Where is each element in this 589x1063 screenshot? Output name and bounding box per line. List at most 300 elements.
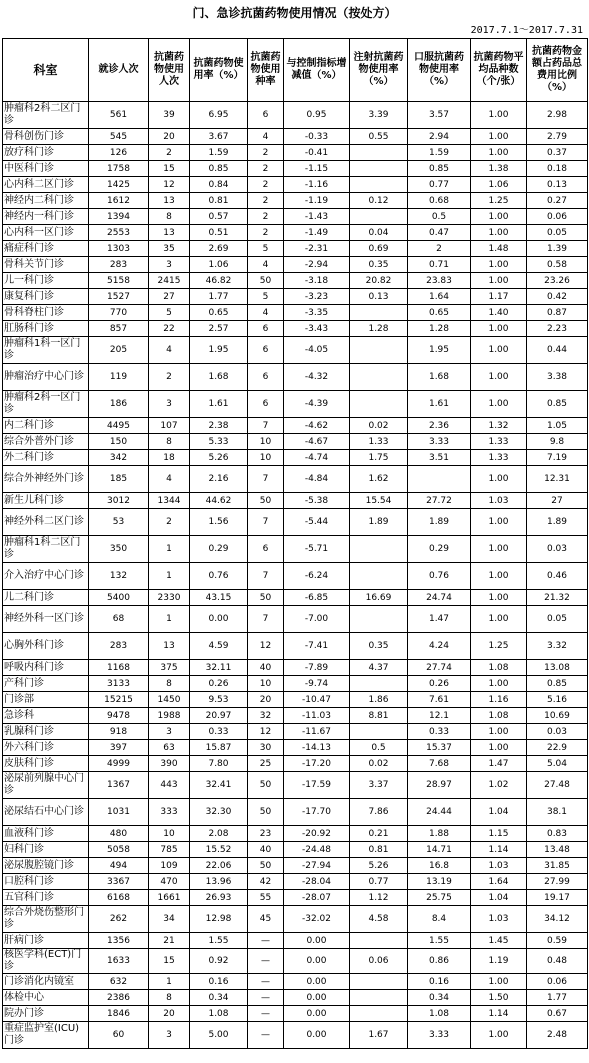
table-body (3, 102, 588, 1049)
cell-oral-rate: 2.36 (408, 418, 471, 434)
cell-oral-rate: 16.8 (408, 858, 471, 874)
cell-usage-kinds: 20 (248, 692, 284, 708)
cell-oral-rate: 12.1 (408, 708, 471, 724)
cell-cost-share: 21.32 (527, 590, 588, 606)
cell-control-delta: -4.05 (284, 337, 350, 364)
cell-control-delta: -5.38 (284, 493, 350, 509)
cell-visits: 1633 (89, 949, 149, 974)
table-row (3, 990, 588, 1006)
cell-oral-rate: 1.28 (408, 321, 471, 337)
cell-control-delta: -10.47 (284, 692, 350, 708)
cell-usage-rate: 2.69 (190, 241, 248, 257)
cell-visits: 15215 (89, 692, 149, 708)
table-row (3, 692, 588, 708)
cell-department: 放疗科门诊 (3, 145, 89, 161)
cell-usage-rate: 1.06 (190, 257, 248, 273)
cell-usage-rate: 0.76 (190, 563, 248, 590)
cell-avg-varieties: 1.32 (471, 418, 527, 434)
cell-control-delta: -17.70 (284, 799, 350, 826)
cell-antibiotic-users: 390 (149, 756, 190, 772)
cell-oral-rate: 4.24 (408, 633, 471, 660)
table-row (3, 129, 588, 145)
cell-usage-kinds: 12 (248, 724, 284, 740)
cell-avg-varieties: 1.14 (471, 1006, 527, 1022)
cell-usage-rate: 46.82 (190, 273, 248, 289)
cell-department: 口腔科门诊 (3, 874, 89, 890)
cell-visits: 132 (89, 563, 149, 590)
cell-control-delta: -1.43 (284, 209, 350, 225)
cell-control-delta: -2.94 (284, 257, 350, 273)
table-row (3, 193, 588, 209)
table-row (3, 974, 588, 990)
cell-cost-share: 5.16 (527, 692, 588, 708)
cell-usage-kinds: 6 (248, 337, 284, 364)
cell-usage-kinds: 6 (248, 102, 284, 129)
cell-avg-varieties: 1.00 (471, 337, 527, 364)
cell-department: 皮肤科门诊 (3, 756, 89, 772)
cell-injection-rate (350, 1006, 408, 1022)
cell-cost-share: 3.38 (527, 364, 588, 391)
cell-cost-share: 0.48 (527, 949, 588, 974)
cell-avg-varieties: 1.00 (471, 225, 527, 241)
table-row (3, 225, 588, 241)
cell-antibiotic-users: 22 (149, 321, 190, 337)
cell-antibiotic-users: 375 (149, 660, 190, 676)
cell-control-delta: -11.03 (284, 708, 350, 724)
cell-cost-share: 10.69 (527, 708, 588, 724)
table-row (3, 660, 588, 676)
cell-usage-kinds: 7 (248, 509, 284, 536)
cell-antibiotic-users: 13 (149, 225, 190, 241)
cell-injection-rate: 1.62 (350, 466, 408, 493)
cell-department: 骨科创伤门诊 (3, 129, 89, 145)
cell-department: 神经内一科门诊 (3, 209, 89, 225)
cell-usage-kinds: 50 (248, 273, 284, 289)
cell-oral-rate: 15.37 (408, 740, 471, 756)
cell-control-delta: -28.07 (284, 890, 350, 906)
cell-usage-kinds: 40 (248, 660, 284, 676)
cell-control-delta: -1.16 (284, 177, 350, 193)
cell-antibiotic-users: 10 (149, 826, 190, 842)
cell-department: 儿一科门诊 (3, 273, 89, 289)
cell-oral-rate: 1.55 (408, 933, 471, 949)
cell-control-delta: -28.04 (284, 874, 350, 890)
cell-visits: 1758 (89, 161, 149, 177)
cell-visits: 3133 (89, 676, 149, 692)
cell-injection-rate (350, 974, 408, 990)
cell-injection-rate: 0.69 (350, 241, 408, 257)
cell-injection-rate: 1.89 (350, 509, 408, 536)
cell-usage-kinds: 5 (248, 241, 284, 257)
table-row (3, 145, 588, 161)
cell-cost-share: 19.17 (527, 890, 588, 906)
cell-cost-share: 7.19 (527, 450, 588, 466)
cell-avg-varieties: 1.14 (471, 842, 527, 858)
table-row (3, 321, 588, 337)
cell-antibiotic-users: 785 (149, 842, 190, 858)
cell-control-delta: -4.84 (284, 466, 350, 493)
cell-usage-kinds: 4 (248, 257, 284, 273)
cell-department: 新生儿科门诊 (3, 493, 89, 509)
cell-injection-rate: 0.21 (350, 826, 408, 842)
table-row (3, 337, 588, 364)
cell-usage-rate: 0.00 (190, 606, 248, 633)
cell-avg-varieties: 1.02 (471, 772, 527, 799)
cell-antibiotic-users: 13 (149, 193, 190, 209)
cell-usage-kinds: 45 (248, 906, 284, 933)
cell-department: 泌尿腹腔镜门诊 (3, 858, 89, 874)
cell-control-delta: -4.67 (284, 434, 350, 450)
cell-usage-rate: 5.26 (190, 450, 248, 466)
cell-visits: 4999 (89, 756, 149, 772)
cell-usage-rate: 32.41 (190, 772, 248, 799)
cell-control-delta: -11.67 (284, 724, 350, 740)
cell-visits: 632 (89, 974, 149, 990)
cell-usage-rate: 1.77 (190, 289, 248, 305)
cell-injection-rate: 1.75 (350, 450, 408, 466)
cell-avg-varieties: 1.03 (471, 906, 527, 933)
cell-department: 肿瘤科2科一区门诊 (3, 391, 89, 418)
cell-control-delta: -1.49 (284, 225, 350, 241)
cell-visits: 2386 (89, 990, 149, 1006)
cell-usage-rate: 5.00 (190, 1022, 248, 1049)
cell-antibiotic-users: 443 (149, 772, 190, 799)
cell-usage-kinds: 2 (248, 145, 284, 161)
cell-oral-rate: 1.95 (408, 337, 471, 364)
cell-visits: 2553 (89, 225, 149, 241)
cell-avg-varieties: 1.40 (471, 305, 527, 321)
cell-antibiotic-users: 333 (149, 799, 190, 826)
table-row (3, 563, 588, 590)
cell-oral-rate: 24.74 (408, 590, 471, 606)
cell-injection-rate: 0.12 (350, 193, 408, 209)
cell-control-delta: -1.19 (284, 193, 350, 209)
table-row (3, 740, 588, 756)
cell-antibiotic-users: 63 (149, 740, 190, 756)
cell-cost-share: 1.77 (527, 990, 588, 1006)
cell-control-delta: -7.41 (284, 633, 350, 660)
cell-injection-rate (350, 177, 408, 193)
cell-control-delta: -27.94 (284, 858, 350, 874)
cell-control-delta: -0.41 (284, 145, 350, 161)
cell-antibiotic-users: 2 (149, 145, 190, 161)
cell-antibiotic-users: 2 (149, 364, 190, 391)
cell-cost-share: 0.67 (527, 1006, 588, 1022)
cell-injection-rate: 1.33 (350, 434, 408, 450)
cell-avg-varieties: 1.16 (471, 692, 527, 708)
cell-antibiotic-users: 8 (149, 209, 190, 225)
cell-control-delta: -3.43 (284, 321, 350, 337)
cell-usage-kinds: 30 (248, 740, 284, 756)
cell-injection-rate: 0.04 (350, 225, 408, 241)
cell-cost-share: 27 (527, 493, 588, 509)
cell-cost-share: 0.85 (527, 391, 588, 418)
table-row (3, 273, 588, 289)
cell-control-delta: -6.24 (284, 563, 350, 590)
cell-control-delta: -17.20 (284, 756, 350, 772)
cell-avg-varieties: 1.00 (471, 676, 527, 692)
cell-usage-rate: 3.67 (190, 129, 248, 145)
table-row (3, 676, 588, 692)
cell-oral-rate: 2 (408, 241, 471, 257)
cell-avg-varieties: 1.00 (471, 364, 527, 391)
cell-antibiotic-users: 15 (149, 161, 190, 177)
cell-department: 院办门诊 (3, 1006, 89, 1022)
table-row (3, 933, 588, 949)
cell-oral-rate: 2.94 (408, 129, 471, 145)
report-period: 2017.7.1～2017.7.31 (470, 25, 583, 36)
cell-usage-rate: 6.95 (190, 102, 248, 129)
cell-usage-kinds: 6 (248, 536, 284, 563)
cell-usage-kinds: 2 (248, 193, 284, 209)
table-row (3, 493, 588, 509)
cell-antibiotic-users: 34 (149, 906, 190, 933)
cell-usage-kinds: 7 (248, 606, 284, 633)
cell-visits: 1031 (89, 799, 149, 826)
cell-visits: 857 (89, 321, 149, 337)
table-row (3, 799, 588, 826)
cell-department: 康复科门诊 (3, 289, 89, 305)
header-cost-share: 抗菌药物金额占药品总费用比例（%） (527, 39, 588, 102)
cell-cost-share: 0.05 (527, 606, 588, 633)
cell-cost-share: 27.99 (527, 874, 588, 890)
cell-injection-rate (350, 606, 408, 633)
cell-avg-varieties: 1.00 (471, 1022, 527, 1049)
cell-antibiotic-users: 21 (149, 933, 190, 949)
cell-department: 心内科一区门诊 (3, 225, 89, 241)
cell-control-delta: 0.95 (284, 102, 350, 129)
table-row (3, 1006, 588, 1022)
cell-visits: 480 (89, 826, 149, 842)
cell-control-delta: -4.32 (284, 364, 350, 391)
cell-department: 血液科门诊 (3, 826, 89, 842)
cell-usage-rate: 0.29 (190, 536, 248, 563)
table-row (3, 606, 588, 633)
cell-injection-rate (350, 305, 408, 321)
cell-oral-rate: 7.68 (408, 756, 471, 772)
cell-usage-rate: 0.34 (190, 990, 248, 1006)
cell-department: 肝病门诊 (3, 933, 89, 949)
cell-antibiotic-users: 39 (149, 102, 190, 129)
cell-injection-rate (350, 209, 408, 225)
table-row (3, 858, 588, 874)
cell-injection-rate: 0.77 (350, 874, 408, 890)
cell-avg-varieties: 1.00 (471, 273, 527, 289)
table-row (3, 1022, 588, 1049)
cell-avg-varieties: 1.00 (471, 209, 527, 225)
cell-visits: 350 (89, 536, 149, 563)
table-row (3, 102, 588, 129)
cell-oral-rate: 7.61 (408, 692, 471, 708)
cell-injection-rate: 4.58 (350, 906, 408, 933)
table-row (3, 391, 588, 418)
cell-visits: 126 (89, 145, 149, 161)
cell-oral-rate: 0.85 (408, 161, 471, 177)
cell-visits: 1168 (89, 660, 149, 676)
cell-control-delta: -4.39 (284, 391, 350, 418)
cell-department: 痛症科门诊 (3, 241, 89, 257)
cell-usage-kinds: — (248, 933, 284, 949)
table-row (3, 708, 588, 724)
cell-avg-varieties: 1.00 (471, 102, 527, 129)
cell-usage-kinds: 7 (248, 466, 284, 493)
cell-cost-share: 9.8 (527, 434, 588, 450)
cell-usage-kinds: — (248, 1022, 284, 1049)
cell-injection-rate (350, 724, 408, 740)
cell-avg-varieties: 1.03 (471, 858, 527, 874)
cell-visits: 6168 (89, 890, 149, 906)
cell-usage-rate: 1.56 (190, 509, 248, 536)
cell-oral-rate: 3.51 (408, 450, 471, 466)
header-department: 科室 (3, 39, 89, 102)
cell-usage-kinds: 32 (248, 708, 284, 724)
cell-oral-rate: 0.76 (408, 563, 471, 590)
header-row (3, 39, 588, 102)
cell-oral-rate: 0.86 (408, 949, 471, 974)
cell-department: 乳腺科门诊 (3, 724, 89, 740)
cell-cost-share: 0.05 (527, 225, 588, 241)
cell-cost-share: 13.08 (527, 660, 588, 676)
cell-injection-rate: 20.82 (350, 273, 408, 289)
cell-usage-kinds: 7 (248, 563, 284, 590)
cell-usage-kinds: 50 (248, 799, 284, 826)
cell-antibiotic-users: 1 (149, 974, 190, 990)
cell-usage-rate: 1.55 (190, 933, 248, 949)
cell-visits: 561 (89, 102, 149, 129)
cell-usage-kinds: 6 (248, 321, 284, 337)
cell-injection-rate (350, 933, 408, 949)
cell-usage-kinds: 6 (248, 364, 284, 391)
cell-visits: 3367 (89, 874, 149, 890)
cell-control-delta: 0.00 (284, 933, 350, 949)
cell-injection-rate: 5.26 (350, 858, 408, 874)
cell-control-delta: -2.31 (284, 241, 350, 257)
cell-oral-rate: 13.19 (408, 874, 471, 890)
cell-usage-rate: 0.65 (190, 305, 248, 321)
cell-department: 急诊科 (3, 708, 89, 724)
table-row (3, 890, 588, 906)
cell-injection-rate: 0.02 (350, 756, 408, 772)
table-row (3, 241, 588, 257)
table-row (3, 874, 588, 890)
cell-control-delta: -3.23 (284, 289, 350, 305)
cell-visits: 3012 (89, 493, 149, 509)
cell-oral-rate: 1.47 (408, 606, 471, 633)
cell-department: 外二科门诊 (3, 450, 89, 466)
cell-control-delta: 0.00 (284, 949, 350, 974)
cell-antibiotic-users: 2 (149, 509, 190, 536)
cell-usage-rate: 9.53 (190, 692, 248, 708)
cell-visits: 262 (89, 906, 149, 933)
cell-injection-rate: 1.86 (350, 692, 408, 708)
cell-visits: 1527 (89, 289, 149, 305)
cell-cost-share: 22.9 (527, 740, 588, 756)
cell-usage-rate: 26.93 (190, 890, 248, 906)
cell-oral-rate: 0.77 (408, 177, 471, 193)
table-row (3, 590, 588, 606)
cell-department: 骨科脊柱门诊 (3, 305, 89, 321)
cell-antibiotic-users: 109 (149, 858, 190, 874)
cell-usage-rate: 12.98 (190, 906, 248, 933)
cell-avg-varieties: 1.00 (471, 466, 527, 493)
cell-control-delta: -17.59 (284, 772, 350, 799)
table-row (3, 756, 588, 772)
cell-oral-rate: 0.68 (408, 193, 471, 209)
cell-control-delta: -9.74 (284, 676, 350, 692)
cell-usage-rate: 15.52 (190, 842, 248, 858)
cell-cost-share: 0.06 (527, 209, 588, 225)
cell-cost-share: 0.59 (527, 933, 588, 949)
cell-avg-varieties: 1.45 (471, 933, 527, 949)
cell-department: 肛肠科门诊 (3, 321, 89, 337)
cell-antibiotic-users: 3 (149, 724, 190, 740)
cell-cost-share: 0.37 (527, 145, 588, 161)
cell-antibiotic-users: 20 (149, 1006, 190, 1022)
cell-control-delta: -7.89 (284, 660, 350, 676)
cell-antibiotic-users: 2330 (149, 590, 190, 606)
cell-antibiotic-users: 3 (149, 257, 190, 273)
cell-visits: 545 (89, 129, 149, 145)
cell-cost-share: 27.48 (527, 772, 588, 799)
cell-oral-rate: 28.97 (408, 772, 471, 799)
cell-usage-rate: 4.59 (190, 633, 248, 660)
cell-visits: 9478 (89, 708, 149, 724)
cell-visits: 494 (89, 858, 149, 874)
cell-control-delta: 0.00 (284, 990, 350, 1006)
cell-injection-rate: 0.06 (350, 949, 408, 974)
cell-cost-share: 2.98 (527, 102, 588, 129)
cell-injection-rate (350, 364, 408, 391)
cell-avg-varieties: 1.00 (471, 321, 527, 337)
cell-visits: 5058 (89, 842, 149, 858)
cell-usage-kinds: 2 (248, 177, 284, 193)
cell-avg-varieties: 1.00 (471, 145, 527, 161)
cell-cost-share: 23.26 (527, 273, 588, 289)
cell-usage-rate: 1.61 (190, 391, 248, 418)
cell-avg-varieties: 1.00 (471, 974, 527, 990)
cell-visits: 918 (89, 724, 149, 740)
cell-visits: 1394 (89, 209, 149, 225)
header-usage-rate: 抗菌药物使用率（%） (190, 39, 248, 102)
cell-injection-rate (350, 391, 408, 418)
table-row (3, 177, 588, 193)
cell-injection-rate (350, 563, 408, 590)
cell-injection-rate: 1.28 (350, 321, 408, 337)
cell-department: 肿瘤科2科二区门诊 (3, 102, 89, 129)
cell-usage-kinds: 23 (248, 826, 284, 842)
cell-cost-share: 0.27 (527, 193, 588, 209)
cell-cost-share: 38.1 (527, 799, 588, 826)
table-row (3, 161, 588, 177)
cell-injection-rate: 0.81 (350, 842, 408, 858)
cell-avg-varieties: 1.00 (471, 509, 527, 536)
cell-usage-rate: 44.62 (190, 493, 248, 509)
cell-injection-rate: 16.69 (350, 590, 408, 606)
table-row (3, 364, 588, 391)
cell-cost-share: 0.13 (527, 177, 588, 193)
cell-injection-rate: 0.55 (350, 129, 408, 145)
cell-cost-share: 31.85 (527, 858, 588, 874)
cell-antibiotic-users: 1344 (149, 493, 190, 509)
table-row (3, 536, 588, 563)
cell-department: 门诊部 (3, 692, 89, 708)
cell-usage-kinds: 5 (248, 289, 284, 305)
cell-visits: 1846 (89, 1006, 149, 1022)
cell-avg-varieties: 1.33 (471, 450, 527, 466)
cell-antibiotic-users: 3 (149, 1022, 190, 1049)
cell-antibiotic-users: 1 (149, 563, 190, 590)
cell-antibiotic-users: 18 (149, 450, 190, 466)
